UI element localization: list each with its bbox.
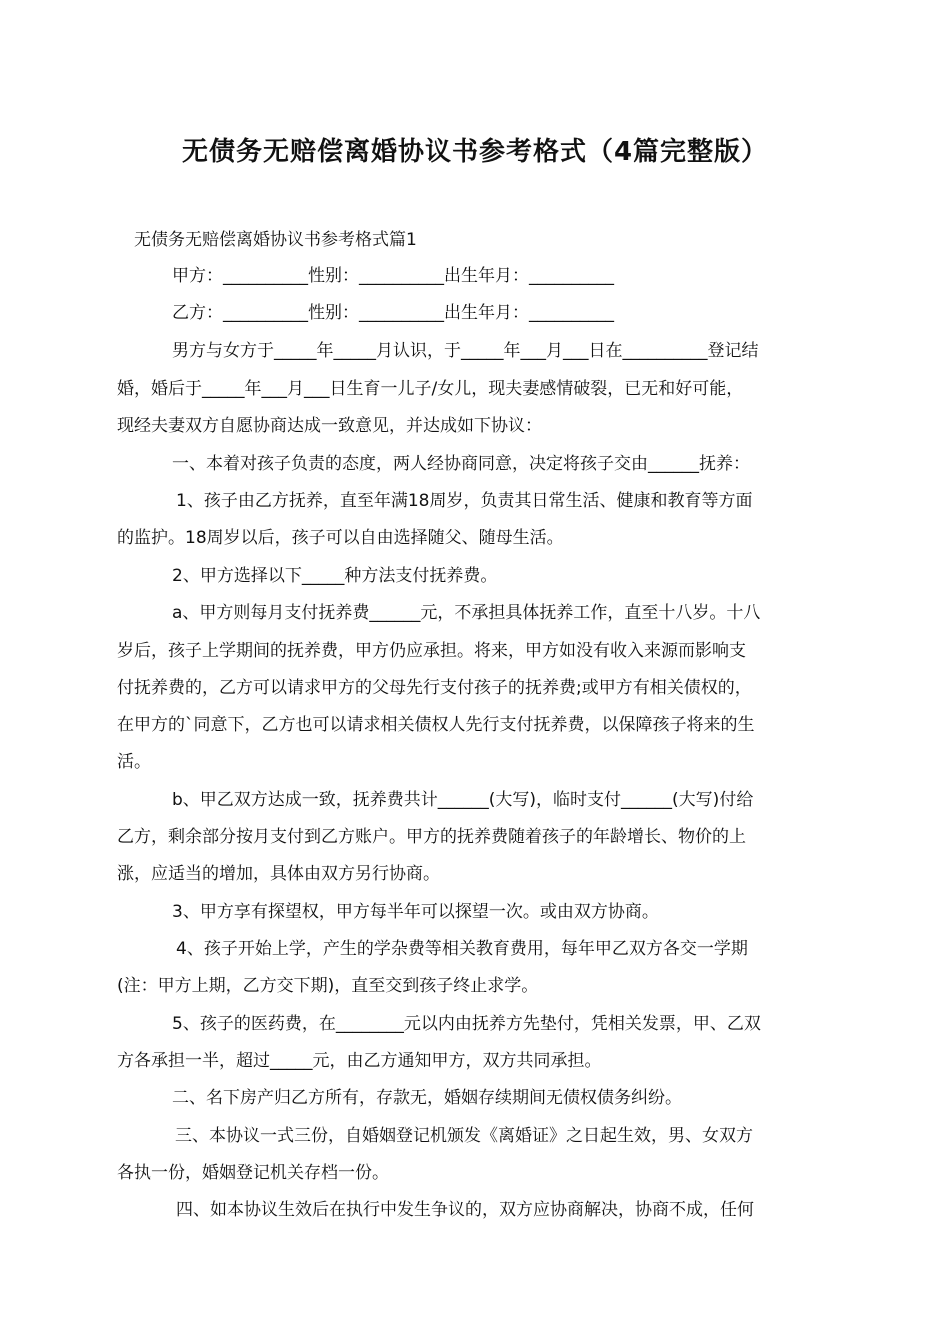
text-line: b、甲乙双方达成一致，抚养费共计______(大写)，临时支付______(大写)付给 (172, 790, 754, 810)
text-line: 婚，婚后于_____年___月___日生育一儿子/女儿，现夫妻感情破裂，已无和好可能， (117, 379, 744, 399)
text-line: 四、如本协议生效后在执行中发生争议的，双方应协商解决，协商不成，任何 (176, 1200, 754, 1220)
text-line: (注：甲方上期，乙方交下期)，直至交到孩子终止求学。 (117, 976, 539, 996)
text-line: a、甲方则每月支付抚养费______元，不承担具体抚养工作，直至十八岁。十八 (172, 603, 761, 623)
text-line: 2、甲方选择以下_____种方法支付抚养费。 (172, 566, 498, 586)
text-line: 3、甲方享有探望权，甲方每半年可以探望一次。或由双方协商。 (172, 902, 659, 922)
text-line: 在甲方的`同意下，乙方也可以请求相关债权人先行支付抚养费，以保障孩子将来的生 (117, 715, 755, 735)
section-heading: 无债务无赔偿离婚协议书参考格式篇1 (134, 230, 417, 250)
text-line: 4、孩子开始上学，产生的学杂费等相关教育费用，每年甲乙双方各交一学期 (176, 939, 748, 959)
text-line: 一、本着对孩子负责的态度，两人经协商同意，决定将孩子交由______抚养： (172, 454, 750, 474)
text-line: 二、名下房产归乙方所有，存款无，婚姻存续期间无债权债务纠纷。 (172, 1088, 682, 1108)
text-line: 涨，应适当的增加，具体由双方另行协商。 (117, 864, 440, 884)
party-a-line: 甲方：__________性别：__________出生年月：__________ (172, 266, 614, 286)
text-line: 三、本协议一式三份，自婚姻登记机颁发《离婚证》之日起生效，男、女双方 (175, 1126, 753, 1146)
text-line: 方各承担一半，超过_____元，由乙方通知甲方，双方共同承担。 (117, 1051, 602, 1071)
text-line: 岁后，孩子上学期间的抚养费，甲方仍应承担。将来，甲方如没有收入来源而影响支 (117, 641, 746, 661)
document-title: 无债务无赔偿离婚协议书参考格式（4篇完整版） (181, 137, 769, 167)
text-line: 乙方，剩余部分按月支付到乙方账户。甲方的抚养费随着孩子的年龄增长、物价的上 (117, 827, 746, 847)
text-line: 5、孩子的医药费，在________元以内由抚养方先垫付，凭相关发票，甲、乙双 (172, 1014, 761, 1034)
text-line: 现经夫妻双方自愿协商达成一致意见，并达成如下协议： (117, 416, 542, 436)
text-line: 的监护。18周岁以后，孩子可以自由选择随父、随母生活。 (117, 528, 564, 548)
text-line: 活。 (117, 752, 151, 772)
text-line: 付抚养费的，乙方可以请求甲方的父母先行支付孩子的抚养费;或甲方有相关债权的， (117, 678, 752, 698)
party-b-line: 乙方：__________性别：__________出生年月：__________ (172, 303, 614, 323)
text-line: 各执一份，婚姻登记机关存档一份。 (117, 1163, 389, 1183)
text-line: 男方与女方于_____年_____月认识，于_____年___月___日在__________登记结 (172, 341, 759, 361)
text-line: 1、孩子由乙方抚养，直至年满18周岁，负责其日常生活、健康和教育等方面 (176, 491, 753, 511)
